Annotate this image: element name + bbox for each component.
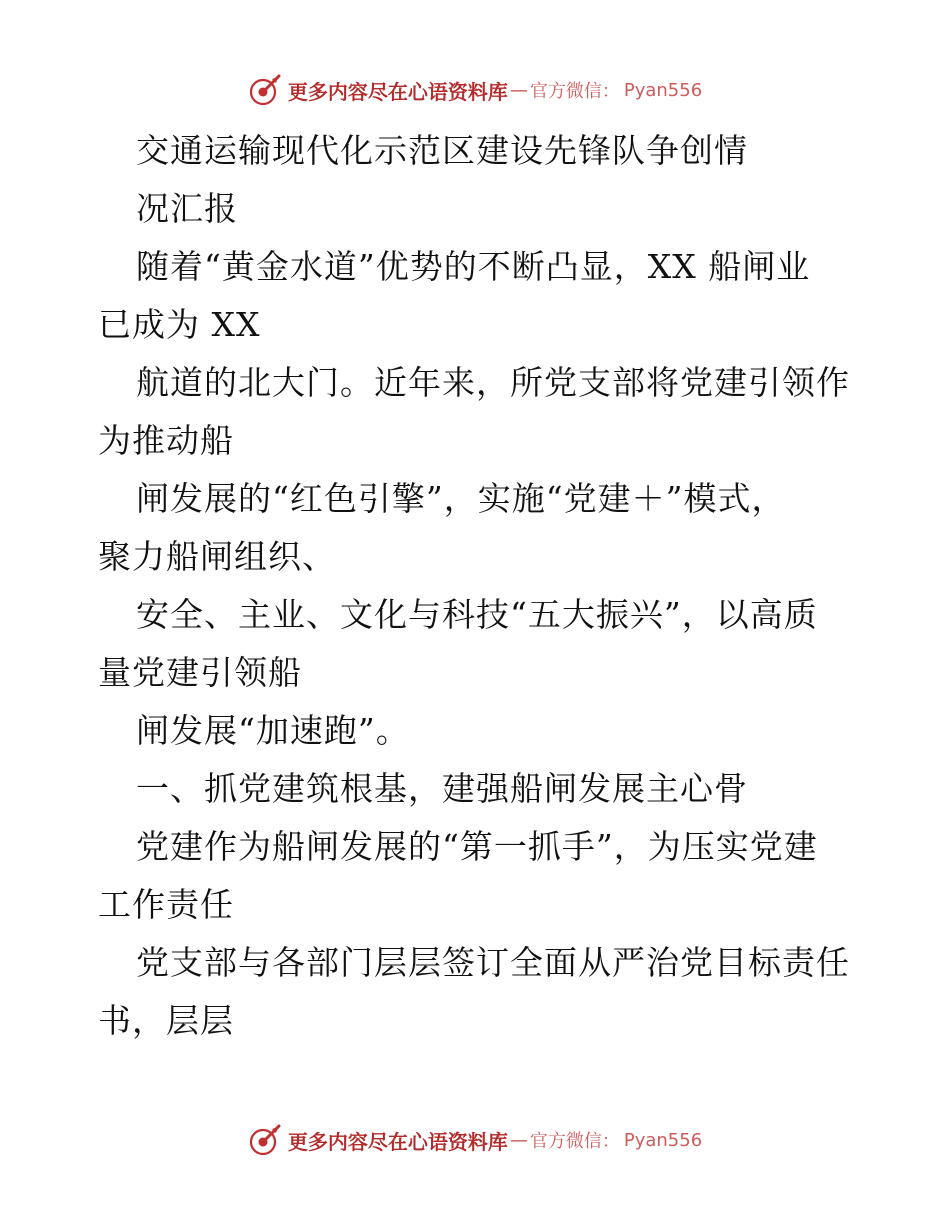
body-line: 交通运输现代化示范区建设先锋队争创情	[136, 131, 748, 170]
watermark-label: 官方微信：	[529, 81, 620, 102]
quill-logo-icon	[248, 1123, 282, 1157]
body-line: 书，层层	[98, 1001, 234, 1040]
body-line: 党支部与各部门层层签订全面从严治党目标责任	[136, 943, 850, 982]
watermark-wechat-id: Pyan556	[623, 1129, 703, 1151]
section-heading: 一、抓党建筑根基，建强船闸发展主心骨	[136, 769, 748, 808]
watermark-wechat-id: Pyan556	[623, 79, 703, 101]
body-line: 为推动船	[98, 421, 234, 460]
body-line: 闸发展“加速跑”。	[136, 711, 410, 750]
body-line: 航道的北大门。近年来，所党支部将党建引领作	[136, 363, 850, 402]
body-line: 随着“黄金水道”优势的不断凸显，XX 船闸业	[136, 247, 811, 286]
header-watermark	[0, 70, 950, 110]
quill-logo-icon	[248, 73, 282, 107]
body-line: 闸发展的“红色引擎”，实施“党建＋”模式，	[136, 479, 786, 518]
body-line: 党建作为船闸发展的“第一抓手”，为压实党建	[136, 827, 818, 866]
body-line: 工作责任	[98, 885, 234, 924]
body-line: 聚力船闸组织、	[98, 537, 336, 576]
body-line: 量党建引领船	[98, 653, 302, 692]
watermark-separator: —	[509, 1129, 528, 1151]
body-line: 安全、主业、文化与科技“五大振兴”，以高质	[136, 595, 818, 634]
watermark-text: 更多内容尽在心语资料库	[287, 79, 508, 104]
watermark-label: 官方微信：	[529, 1131, 620, 1152]
watermark-separator: —	[509, 79, 528, 101]
body-line: 已成为 XX	[98, 305, 261, 344]
footer-watermark	[0, 1120, 950, 1160]
document-body	[98, 122, 868, 1050]
body-line: 况汇报	[136, 189, 238, 228]
watermark-text: 更多内容尽在心语资料库	[287, 1129, 508, 1154]
